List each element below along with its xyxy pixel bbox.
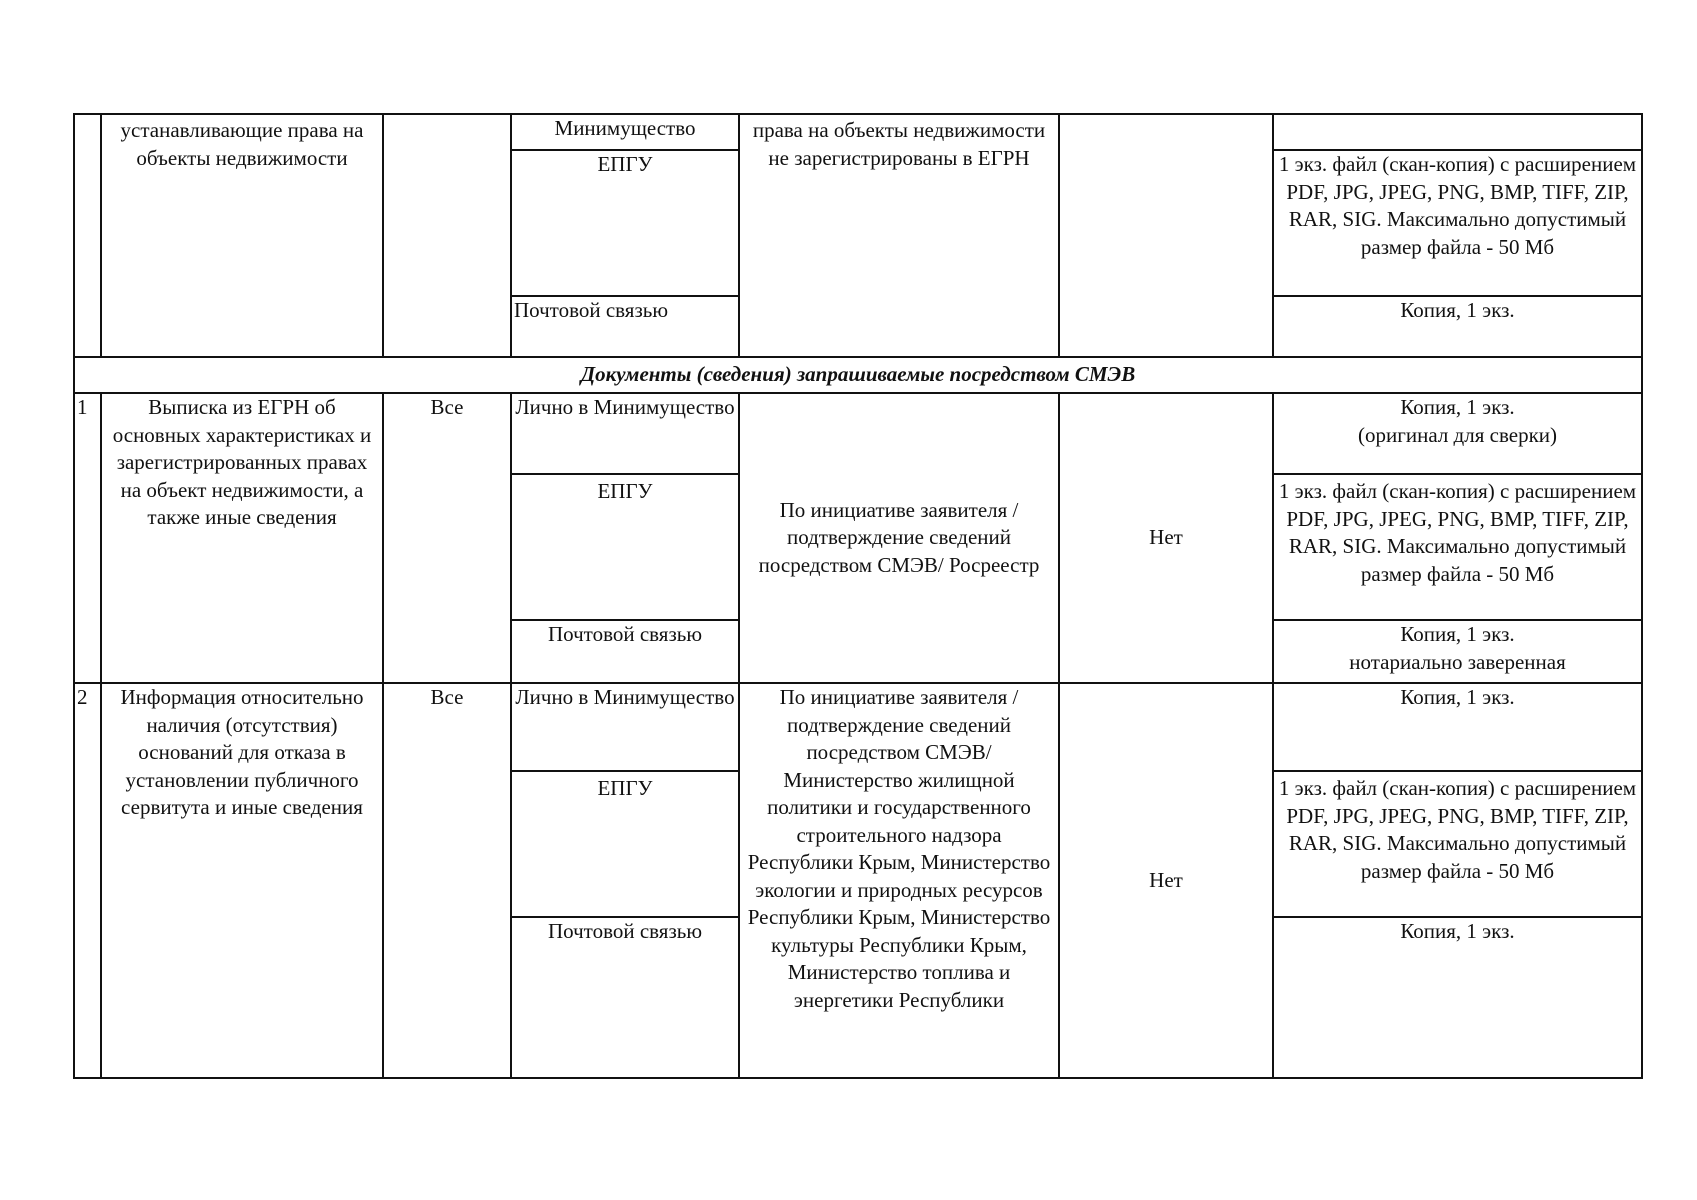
delivery-method-cell: Лично в Минимущество [511, 393, 739, 474]
required-cell [1059, 114, 1273, 357]
section-header-row [74, 357, 1642, 393]
delivery-method-cell: ЕПГУ [511, 474, 739, 620]
form-cell: Копия, 1 экз. [1273, 296, 1642, 357]
delivery-method-cell: Лично в Минимущество [511, 683, 739, 771]
delivery-method-cell: Почтовой связью [511, 296, 739, 357]
form-cell: 1 экз. файл (скан-копия) с расширением PDF, JPG, JPEG, PNG, BMP, TIFF, ZIP, RAR, SIG. Максимально допустимый размер файла - 50 Мб [1273, 771, 1642, 917]
delivery-method-cell: Почтовой связью [511, 917, 739, 1078]
table-row [74, 683, 1642, 771]
condition-cell: По инициативе заявителя / подтверждение сведений посредством СМЭВ/ Министерство жилищной политики и государственного строительного надзора Республики Крым, Министерство экологии и природных ресурсов Республики Крым, Министерство культуры Республики Крым, Министерство топлива и энергетики Республики [739, 683, 1059, 1078]
required-cell: Нет [1059, 683, 1273, 1078]
row-number: 1 [74, 393, 101, 683]
form-cell: 1 экз. файл (скан-копия) с расширением PDF, JPG, JPEG, PNG, BMP, TIFF, ZIP, RAR, SIG. Максимально допустимый размер файла - 50 Мб [1273, 150, 1642, 296]
form-cell: Копия, 1 экз. [1273, 917, 1642, 1078]
form-cell: Копия, 1 экз. (оригинал для сверки) [1273, 393, 1642, 474]
documents-table [73, 113, 1643, 1079]
condition-cell: права на объекты недвижимости не зарегистрированы в ЕГРН [739, 114, 1059, 357]
delivery-method-cell: ЕПГУ [511, 150, 739, 296]
form-cell: Копия, 1 экз. нотариально заверенная [1273, 620, 1642, 683]
number-cell [74, 114, 101, 357]
table-row [74, 393, 1642, 474]
doc-name-cell: Выписка из ЕГРН об основных характеристиках и зарегистрированных правах на объект недвижимости, а также иные сведения [101, 393, 383, 683]
condition-cell: По инициативе заявителя / подтверждение сведений посредством СМЭВ/ Росреестр [739, 393, 1059, 683]
doc-name-cell: Информация относительно наличия (отсутствия) оснований для отказа в установлении публичного сервитута и иные сведения [101, 683, 383, 1078]
required-cell: Нет [1059, 393, 1273, 683]
table-row [74, 114, 1642, 150]
form-cell [1273, 114, 1642, 150]
category-cell: Все [383, 683, 511, 1078]
category-cell: Все [383, 393, 511, 683]
delivery-method-cell: Почтовой связью [511, 620, 739, 683]
doc-name-cell: устанавливающие права на объекты недвижимости [101, 114, 383, 357]
row-number: 2 [74, 683, 101, 1078]
delivery-method-cell: Минимущество [511, 114, 739, 150]
category-cell [383, 114, 511, 357]
delivery-method-cell: ЕПГУ [511, 771, 739, 917]
section-title: Документы (сведения) запрашиваемые посредством СМЭВ [74, 357, 1642, 393]
form-cell: Копия, 1 экз. [1273, 683, 1642, 771]
form-cell: 1 экз. файл (скан-копия) с расширением PDF, JPG, JPEG, PNG, BMP, TIFF, ZIP, RAR, SIG. Максимально допустимый размер файла - 50 Мб [1273, 474, 1642, 620]
